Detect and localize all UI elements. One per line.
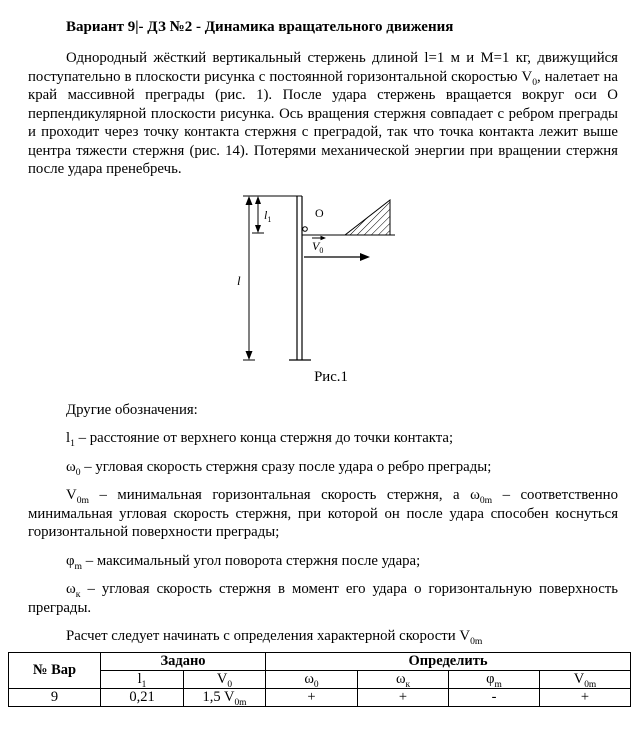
cell-v0: 1,5 $V_{0m}$: [184, 688, 266, 706]
definition-omegak: $\omega_к$ – угловая скорость стержня в момент его удара о горизонтальную поверхность преграды.: [28, 581, 618, 616]
subheader-l1: $l_1$: [101, 670, 184, 688]
vector-bar-arrowhead: [321, 235, 327, 239]
subheader-omegak: $\omega_к$: [358, 670, 449, 688]
length-dimension: [243, 198, 255, 360]
other-notation-heading: Другие обозначения:: [66, 401, 198, 418]
col-header-given: Задано: [101, 652, 266, 670]
barrier-hatch: [345, 200, 390, 235]
definition-omega0: $\omega_0$ – угловая скорость стержня сразу после удара о ребро преграды;: [66, 458, 492, 478]
length-label: l: [237, 272, 241, 288]
length-arrowhead-bottom: [246, 351, 253, 360]
definition-v0m: $V_{0m}$ – минимальная горизонтальная скорость стержня, а $\omega_{0m}$ – соответственно минимальная угловая скорость стержня, при которой он после удара способен коснуться горизонтальной поверхности преграды;: [28, 487, 618, 540]
subheader-v0m: $V_{0m}$: [540, 670, 631, 688]
figure-caption: Рис.1: [314, 368, 348, 385]
page-title: Вариант 9|- ДЗ №2 - Динамика вращательного движения: [66, 19, 454, 35]
figure-drawing: [233, 189, 403, 369]
length-arrowhead-top: [246, 196, 253, 205]
cell-omegak: +: [358, 688, 449, 706]
figure-1: [28, 189, 618, 389]
cell-variant: 9: [9, 688, 101, 706]
table-subheader-row: [9, 670, 631, 688]
subheader-phim: $\varphi_m$: [449, 670, 540, 688]
l1-arrowhead-top: [255, 196, 261, 204]
col-header-find: Определить: [266, 652, 631, 670]
table-data-row: [9, 688, 631, 706]
l1-label: $l_1$: [264, 207, 272, 224]
subheader-v0: $V_0$: [184, 670, 266, 688]
cell-v0m: +: [540, 688, 631, 706]
cell-omega0: +: [266, 688, 358, 706]
cell-l1: 0,21: [101, 688, 184, 706]
intro-paragraph: Однородный жёсткий вертикальный стержень длиной l=1 м и М=1 кг, движущийся поступательно в плоскости рисунка с постоянной горизонтальной скоростью $V_0$, налетает на край массивной преграды (рис. 1). После удара стержень вращается вокруг оси О перпендикулярной плоскости рисунка. Ось вращения стержня совпадает с ребром преграды и проходит через точку контакта стержня с преградой, так что точка контакта лежит выше центра тяжести стержня (рис. 14). Потерями механической энергии при вращении стержня после удара пренебречь.: [28, 50, 618, 177]
calc-note: Расчет следует начинать с определения характерной скорости $V_{0m}$: [66, 628, 483, 647]
definition-phim: $\varphi_m$ – максимальный угол поворота стержня после удара;: [66, 552, 421, 572]
l1-arrowhead-bottom: [255, 225, 261, 233]
rod: [289, 196, 311, 360]
pivot-point: [303, 226, 308, 231]
definition-l1: $l_1$ – расстояние от верхнего конца стержня до точки контакта;: [66, 430, 454, 449]
subheader-omega0: $\omega_0$: [266, 670, 358, 688]
velocity-label: $V_0$: [312, 238, 324, 255]
table-header-row: [9, 652, 631, 670]
cell-phim: -: [449, 688, 540, 706]
col-header-var: № Вар: [9, 652, 101, 688]
variant-table: [8, 652, 631, 707]
origin-label: O: [315, 205, 324, 220]
velocity-arrowhead: [360, 253, 370, 261]
